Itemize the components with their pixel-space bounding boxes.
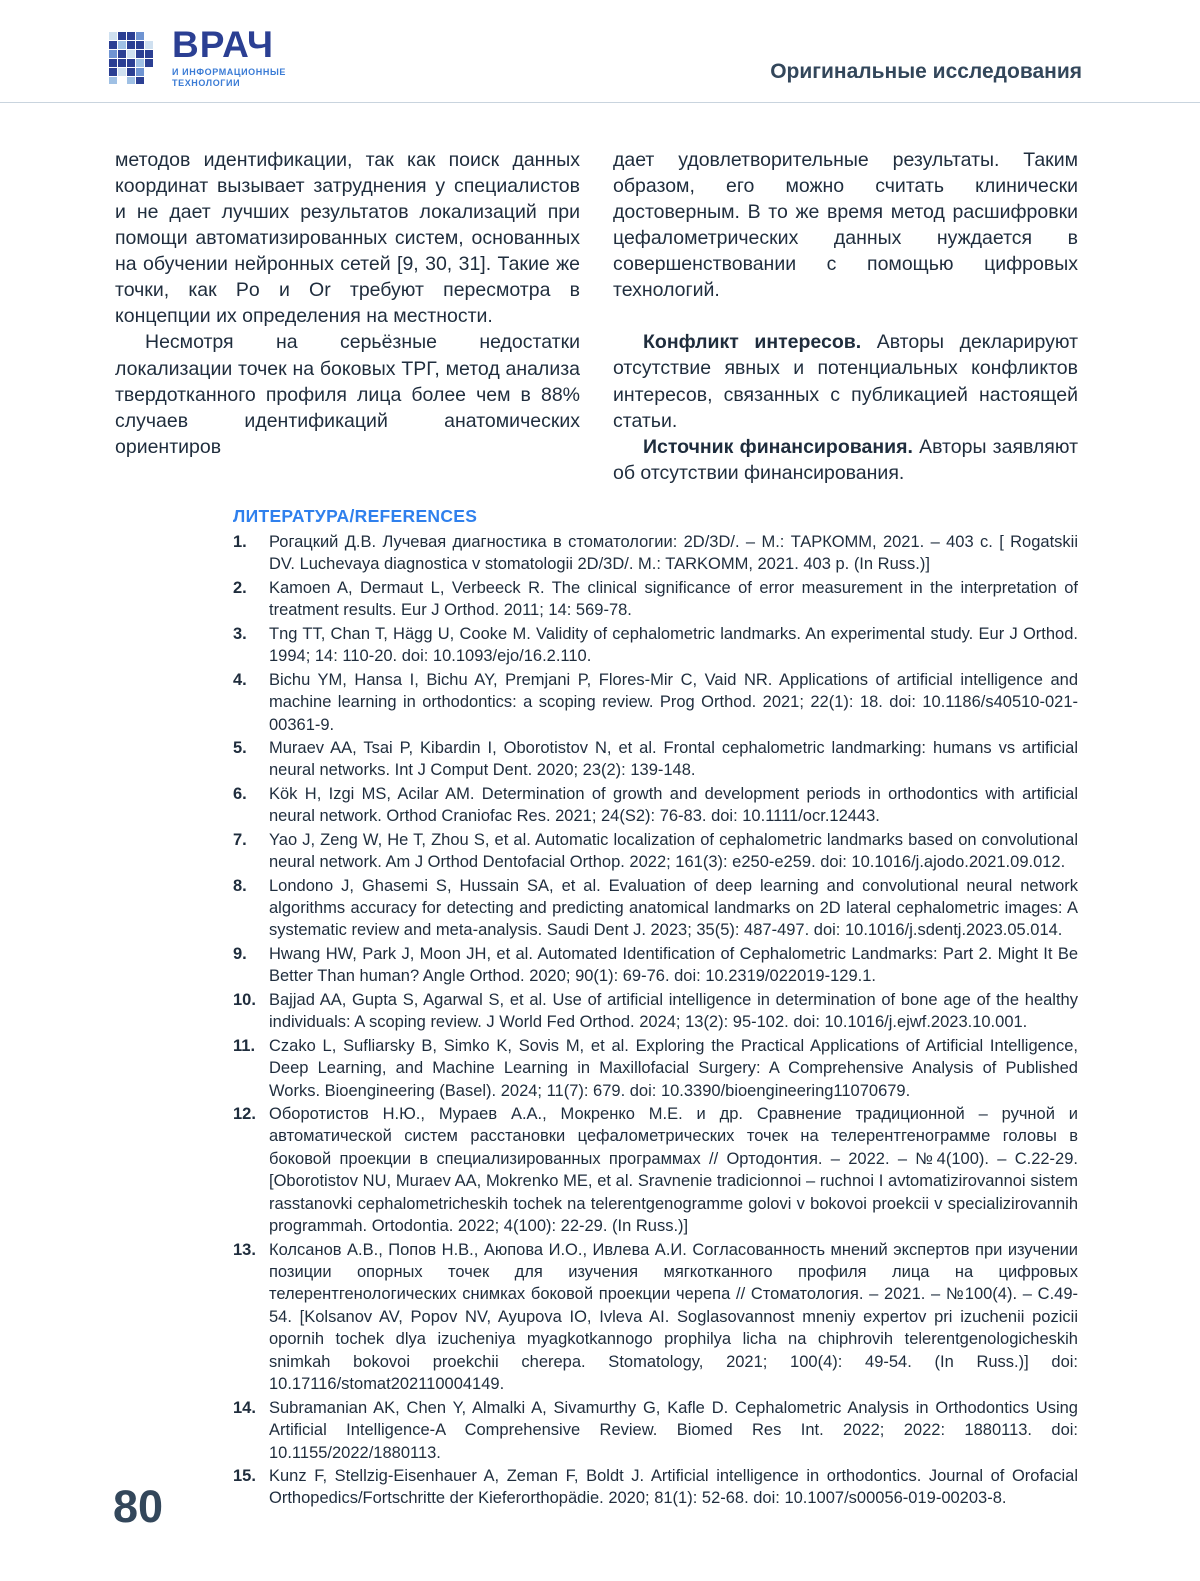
reference-text: Londono J, Ghasemi S, Hussain SA, et al. Evaluation of deep learning and convolutional neural network algorithms accuracy for detecting and predicting anatomical landmarks on 2D lateral cephalometric images: A systematic review and meta-analysis. Saudi Dent J. 2023; 35(5): 487-497. doi: 10.1016/j.sdentj.2023.05.014.	[269, 876, 1078, 940]
reference-number: 11.	[233, 1036, 256, 1055]
reference-text: Muraev AA, Tsai P, Kibardin I, Oborotistov N, et al. Frontal cephalometric landmarking: humans vs artificial neural networks. Int J Comput Dent. 2020; 23(2): 139-148.	[269, 738, 1078, 780]
right-column	[613, 147, 1078, 487]
references-list	[233, 531, 1078, 1510]
logo-subtitle-line2: ТЕХНОЛОГИИ	[172, 78, 241, 89]
reference-text: Kamoen A, Dermaut L, Verbeeck R. The clinical significance of error measurement in the interpretation of treatment results. Eur J Orthod. 2011; 14: 569-78.	[269, 578, 1078, 620]
reference-text: Kök H, Izgi MS, Acilar AM. Determination of growth and development periods in orthodontics with artificial neural network. Orthod Craniofac Res. 2021; 24(S2): 76-83. doi: 10.1111/ocr.12443.	[269, 784, 1078, 826]
reference-item	[233, 1103, 1078, 1238]
reference-item	[233, 829, 1078, 874]
reference-item	[233, 623, 1078, 668]
reference-item	[233, 1035, 1078, 1102]
page-number: 80	[113, 1481, 164, 1532]
reference-item	[233, 531, 1078, 576]
reference-number: 5.	[233, 738, 247, 757]
logo-subtitle	[172, 67, 286, 90]
reference-text: Колсанов А.В., Попов Н.В., Аюпова И.О., Ивлева А.И. Согласованность мнений экспертов при изучении позиции опорных точек для изучения мягкотканного профиля лица на цифровых телерентгенологических снимках боковой проекции черепа // Стоматология. – 2021. – №100(4). – С.49-54. [Kolsanov AV, Popov NV, Ayupova IO, Ivleva AI. Soglasovannost mneniy expertov pri izuchenii pozicii opornih tochek dlya izucheniya myagkotkannogo prophilya licha na chiphrovih telerentgenologicheskih snimkah bokovoi proekchii cherepa. Stomatology, 2021; 100(4): 49-54. (In Russ.)] doi: 10.17116/stomat202110004149.	[269, 1240, 1078, 1394]
reference-number: 13.	[233, 1240, 256, 1259]
body-paragraph: методов идентификации, так как поиск данных координат вызывает затруднения у специалистов и не дает лучших результатов локализаций при помощи автоматизированных систем, основанных на обучении нейронных сетей [9, 30, 31]. Такие же точки, как Po и Or требуют пересмотра в концепции их определения на местности.	[115, 148, 580, 328]
reference-text: Czako L, Sufliarsky B, Simko K, Sovis M, et al. Exploring the Practical Applications of Artificial Intelligence, Deep Learning, and Machine Learning in Maxillofacial Surgery: A Comprehensive Analysis of Published Works. Bioengineering (Basel). 2024; 11(7): 679. doi: 10.3390/bioengineering11070679.	[269, 1036, 1078, 1100]
reference-item	[233, 943, 1078, 988]
logo-pixel-icon	[108, 31, 162, 85]
reference-text: Оборотистов Н.Ю., Мураев А.А., Мокренко М.Е. и др. Сравнение традиционной – ручной и автоматической систем расстановки цефалометрических точек на телерентгенограмме головы в боковой проекции в специализированных программах // Ортодонтия. – 2022. – №4(100). – С.22-29. [Oborotistov NU, Muraev AA, Mokrenko ME, et al. Sravnenie tradicionnoi – ruchnoi I avtomatizirovannoi sistem rasstanovki cephalometricheskih tochek na telerentgenogramme golovi v bokovoi proekcii v specializirovannih programmah. Ortodontia. 2022; 4(100): 22-29. (In Russ.)]	[269, 1104, 1078, 1236]
body-paragraph: дает удовлетворительные результаты. Таким образом, его можно считать клинически достоверным. В то же время метод расшифровки цефалометрических данных нуждается в совершенствовании с помощью цифровых технологий.	[613, 148, 1078, 302]
reference-number: 3.	[233, 624, 247, 643]
body-paragraph: Несмотря на серьёзные недостатки локализации точек на боковых ТРГ, метод анализа твердотканного профиля лица более чем в 88% случаев идентификаций анатомических ориентиров	[115, 331, 580, 458]
page-header	[0, 0, 1200, 102]
reference-text: Рогацкий Д.В. Лучевая диагностика в стоматологии: 2D/3D/. – М.: ТАРКОММ, 2021. – 403 с. [ Rogatskii DV. Luchevaya diagnostica v stomatologii 2D/3D/. M.: TARKOMM, 2021. 403 p. (In Russ.)]	[269, 533, 1078, 574]
journal-logo	[108, 26, 286, 90]
reference-text: Bajjad AA, Gupta S, Agarwal S, et al. Use of artificial intelligence in determination of bone age of the healthy individuals: A scoping review. J World Fed Orthod. 2024; 13(2): 95-102. doi: 10.1016/j.ejwf.2023.10.001.	[269, 990, 1078, 1032]
logo-subtitle-line1: И ИНФОРМАЦИОННЫЕ	[172, 67, 286, 77]
reference-number: 12.	[233, 1104, 256, 1123]
conflict-of-interest-paragraph	[613, 329, 1078, 434]
reference-number: 8.	[233, 876, 247, 895]
references-section	[233, 506, 1078, 1510]
reference-item	[233, 1397, 1078, 1464]
logo-title: ВРАЧ	[172, 24, 275, 65]
article-content	[0, 103, 1200, 1510]
reference-number: 9.	[233, 944, 247, 963]
reference-item	[233, 669, 1078, 736]
paragraph-lead: Источник финансирования.	[643, 435, 913, 458]
reference-number: 14.	[233, 1398, 256, 1417]
reference-item	[233, 783, 1078, 828]
section-title: Оригинальные исследования	[770, 59, 1082, 83]
references-heading: ЛИТЕРАТУРА/REFERENCES	[233, 506, 478, 526]
reference-item	[233, 1465, 1078, 1510]
reference-text: Kunz F, Stellzig-Eisenhauer A, Zeman F, Boldt J. Artificial intelligence in orthodontics. Journal of Orofacial Orthopedics/Fortschritte der Kieferorthopädie. 2020; 81(1): 52-68. doi: 10.1007/s00056-019-00203-8.	[269, 1466, 1078, 1508]
reference-number: 1.	[233, 533, 247, 551]
reference-number: 10.	[233, 990, 256, 1009]
reference-text: Yao J, Zeng W, He T, Zhou S, et al. Automatic localization of cephalometric landmarks based on convolutional neural network. Am J Orthod Dentofacial Orthop. 2022; 161(3): e250-e259. doi: 10.1016/j.ajodo.2021.09.012.	[269, 830, 1078, 872]
paragraph-text: Авторы декларируют отсутствие явных и потенциальных конфликтов интересов, связанных с публикацией настоящей статьи.	[613, 331, 1079, 432]
reference-item	[233, 577, 1078, 622]
funding-paragraph	[613, 434, 1078, 486]
reference-item	[233, 875, 1078, 942]
paragraph-lead: Конфликт интересов.	[643, 331, 862, 354]
reference-number: 4.	[233, 670, 247, 689]
paragraph-text: Авторы заявляют об отсутствии финансирования.	[613, 435, 1078, 484]
reference-number: 2.	[233, 578, 247, 597]
reference-text: Bichu YM, Hansa I, Bichu AY, Premjani P, Flores-Mir C, Vaid NR. Applications of artificial intelligence and machine learning in orthodontics: a scoping review. Prog Orthod. 2021; 22(1): 18. doi: 10.1186/s40510-021-00361-9.	[269, 670, 1078, 734]
reference-number: 6.	[233, 784, 247, 803]
reference-text: Tng TT, Chan T, Hägg U, Cooke M. Validity of cephalometric landmarks. An experimental study. Eur J Orthod. 1994; 14: 110-20. doi: 10.1093/ejo/16.2.110.	[269, 624, 1078, 666]
reference-item	[233, 737, 1078, 782]
reference-text: Hwang HW, Park J, Moon JH, et al. Automated Identification of Cephalometric Landmarks: Part 2. Might It Be Better Than human? Angle Orthod. 2020; 90(1): 69-76. doi: 10.2319/022019-129.1.	[269, 944, 1078, 986]
reference-text: Subramanian AK, Chen Y, Almalki A, Sivamurthy G, Kafle D. Cephalometric Analysis in Orthodontics Using Artificial Intelligence-A Comprehensive Review. Biomed Res Int. 2022; 2022: 1880113. doi: 10.1155/2022/1880113.	[269, 1398, 1078, 1462]
reference-number: 7.	[233, 830, 247, 849]
two-column-text	[115, 147, 1078, 487]
left-column	[115, 147, 580, 487]
reference-number: 15.	[233, 1466, 256, 1485]
reference-item	[233, 1239, 1078, 1396]
reference-item	[233, 989, 1078, 1034]
logo-text	[172, 26, 286, 90]
